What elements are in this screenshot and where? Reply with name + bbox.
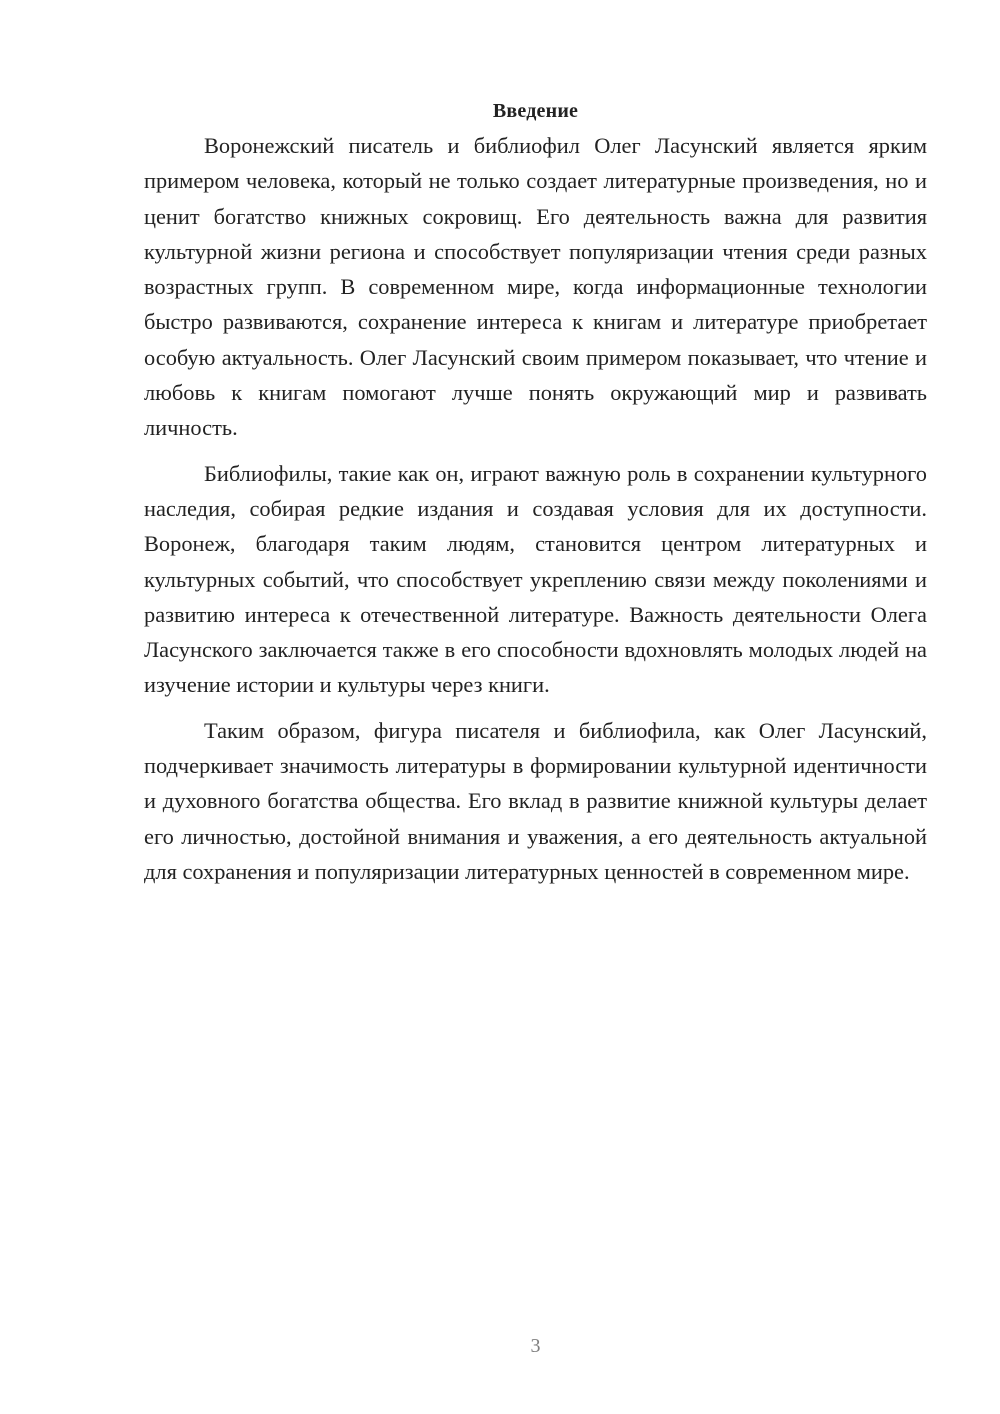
paragraph-2: Библиофилы, такие как он, играют важную роль в сохранении культурного наследия, собирая редкие издания и создавая условия для их доступности. Воронеж, благодаря таким людям, становится центром литературных и культурных событий, что способствует укреплению связи между поколениями и развитию интереса к отечественной литературе. Важность деятельности Олега Ласунского заключается также в его способности вдохновлять молодых людей на изучение истории и культуры через книги. xyxy=(144,460,927,698)
paragraph-3: Таким образом, фигура писателя и библиофила, как Олег Ласунский, подчеркивает значимость литературы в формировании культурной идентичности и духовного богатства общества. Его вклад в развитие книжной культуры делает его личностью, достойной внимания и уважения, а его деятельность актуальной для сохранения и популяризации литературных ценностей в современном мире. xyxy=(144,717,927,884)
page-content xyxy=(144,96,927,889)
paragraph-1: Воронежский писатель и библиофил Олег Ласунский является ярким примером человека, который не только создает литературные произведения, но и ценит богатство книжных сокровищ. Его деятельность важна для развития культурной жизни региона и способствует популяризации чтения среди разных возрастных групп. В современном мире, когда информационные технологии быстро развиваются, сохранение интереса к книгам и литературе приобретает особую актуальность. Олег Ласунский своим примером показывает, что чтение и любовь к книгам помогают лучше понять окружающий мир и развивать личность. xyxy=(144,133,927,441)
section-title: Введение xyxy=(492,100,579,122)
page-number: 3 xyxy=(530,1335,541,1357)
